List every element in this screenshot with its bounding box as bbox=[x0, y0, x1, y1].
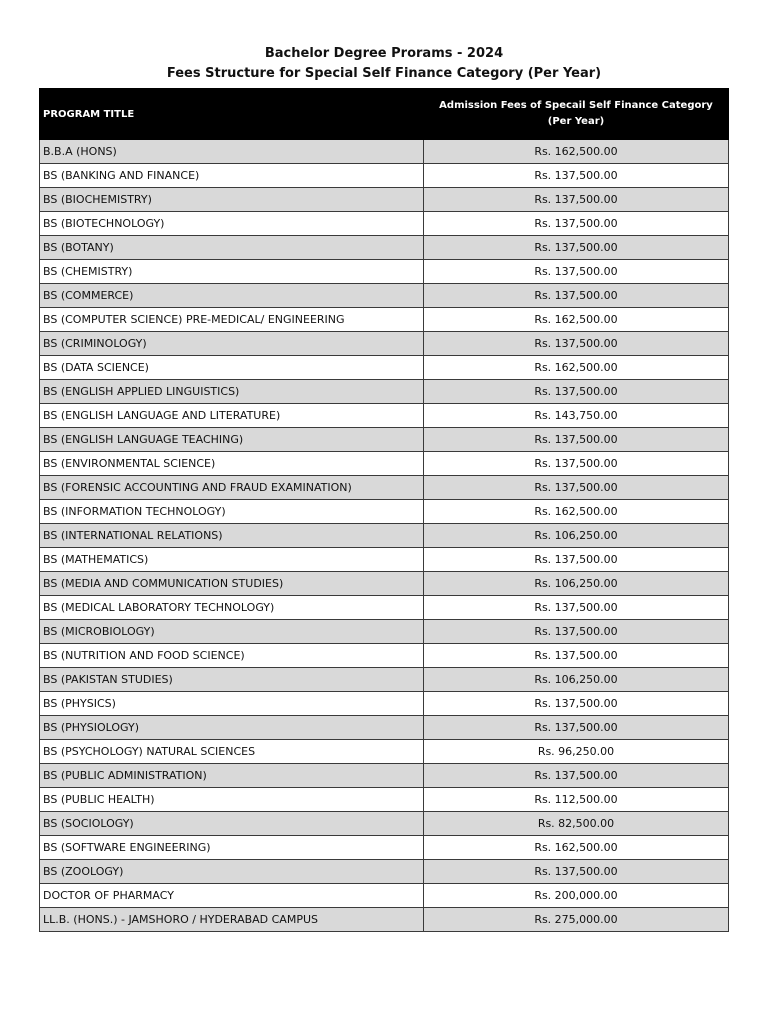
table-row bbox=[40, 260, 729, 284]
table-row bbox=[40, 572, 729, 596]
program-title-cell: BS (ENGLISH APPLIED LINGUISTICS) bbox=[40, 380, 424, 404]
program-title-cell: BS (PSYCHOLOGY) NATURAL SCIENCES bbox=[40, 740, 424, 764]
program-title-cell: BS (ENVIRONMENTAL SCIENCE) bbox=[40, 452, 424, 476]
document-title-block bbox=[0, 44, 768, 84]
admission-fee-cell: Rs. 137,500.00 bbox=[424, 260, 729, 284]
document-title: Bachelor Degree Prorams - 2024 bbox=[264, 46, 504, 61]
program-title-cell: BS (CHEMISTRY) bbox=[40, 260, 424, 284]
table-row bbox=[40, 908, 729, 932]
table-row bbox=[40, 476, 729, 500]
table-header bbox=[40, 89, 729, 140]
table-row bbox=[40, 836, 729, 860]
admission-fee-cell: Rs. 112,500.00 bbox=[424, 788, 729, 812]
admission-fee-cell: Rs. 137,500.00 bbox=[424, 452, 729, 476]
table-row bbox=[40, 188, 729, 212]
table-row bbox=[40, 452, 729, 476]
program-title-cell: BS (BOTANY) bbox=[40, 236, 424, 260]
table-row bbox=[40, 884, 729, 908]
program-title-cell: BS (PHYSICS) bbox=[40, 692, 424, 716]
admission-fee-cell: Rs. 162,500.00 bbox=[424, 308, 729, 332]
program-title-cell: BS (NUTRITION AND FOOD SCIENCE) bbox=[40, 644, 424, 668]
admission-fee-cell: Rs. 106,250.00 bbox=[424, 572, 729, 596]
admission-fee-cell: Rs. 106,250.00 bbox=[424, 524, 729, 548]
program-title-cell: BS (ENGLISH LANGUAGE AND LITERATURE) bbox=[40, 404, 424, 428]
table-row bbox=[40, 692, 729, 716]
table-row bbox=[40, 620, 729, 644]
table-header-row bbox=[40, 89, 729, 140]
program-title-cell: BS (SOFTWARE ENGINEERING) bbox=[40, 836, 424, 860]
table-row bbox=[40, 356, 729, 380]
program-title-cell: BS (BIOCHEMISTRY) bbox=[40, 188, 424, 212]
admission-fee-cell: Rs. 82,500.00 bbox=[424, 812, 729, 836]
table-row bbox=[40, 380, 729, 404]
column-header-program-title: PROGRAM TITLE bbox=[40, 89, 424, 140]
table-row bbox=[40, 236, 729, 260]
table-row bbox=[40, 308, 729, 332]
program-title-cell: BS (PUBLIC ADMINISTRATION) bbox=[40, 764, 424, 788]
admission-fee-cell: Rs. 137,500.00 bbox=[424, 692, 729, 716]
program-title-cell: B.B.A (HONS) bbox=[40, 140, 424, 164]
program-title-cell: BS (BIOTECHNOLOGY) bbox=[40, 212, 424, 236]
admission-fee-cell: Rs. 137,500.00 bbox=[424, 428, 729, 452]
admission-fee-cell: Rs. 137,500.00 bbox=[424, 284, 729, 308]
program-title-cell: BS (MATHEMATICS) bbox=[40, 548, 424, 572]
table-row bbox=[40, 524, 729, 548]
program-title-cell: BS (INTERNATIONAL RELATIONS) bbox=[40, 524, 424, 548]
program-title-cell: BS (DATA SCIENCE) bbox=[40, 356, 424, 380]
table-row bbox=[40, 500, 729, 524]
admission-fee-cell: Rs. 137,500.00 bbox=[424, 380, 729, 404]
program-title-cell: BS (INFORMATION TECHNOLOGY) bbox=[40, 500, 424, 524]
program-title-cell: BS (ZOOLOGY) bbox=[40, 860, 424, 884]
document-subtitle: Fees Structure for Special Self Finance Category (Per Year) bbox=[166, 66, 602, 81]
admission-fee-cell: Rs. 137,500.00 bbox=[424, 716, 729, 740]
table-row bbox=[40, 596, 729, 620]
table-row bbox=[40, 428, 729, 452]
table-row bbox=[40, 716, 729, 740]
admission-fee-cell: Rs. 137,500.00 bbox=[424, 548, 729, 572]
admission-fee-cell: Rs. 137,500.00 bbox=[424, 860, 729, 884]
admission-fee-cell: Rs. 137,500.00 bbox=[424, 596, 729, 620]
table-row bbox=[40, 788, 729, 812]
admission-fee-cell: Rs. 162,500.00 bbox=[424, 500, 729, 524]
admission-fee-cell: Rs. 162,500.00 bbox=[424, 836, 729, 860]
program-title-cell: BS (MEDICAL LABORATORY TECHNOLOGY) bbox=[40, 596, 424, 620]
table-row bbox=[40, 548, 729, 572]
program-title-cell: BS (PUBLIC HEALTH) bbox=[40, 788, 424, 812]
admission-fee-cell: Rs. 137,500.00 bbox=[424, 188, 729, 212]
program-title-cell: BS (CRIMINOLOGY) bbox=[40, 332, 424, 356]
table-row bbox=[40, 860, 729, 884]
admission-fee-cell: Rs. 162,500.00 bbox=[424, 140, 729, 164]
fee-structure-table bbox=[39, 88, 729, 932]
program-title-cell: BS (COMPUTER SCIENCE) PRE-MEDICAL/ ENGINEERING bbox=[40, 308, 424, 332]
program-title-cell: BS (MEDIA AND COMMUNICATION STUDIES) bbox=[40, 572, 424, 596]
program-title-cell: BS (PAKISTAN STUDIES) bbox=[40, 668, 424, 692]
admission-fee-cell: Rs. 137,500.00 bbox=[424, 236, 729, 260]
table-row bbox=[40, 332, 729, 356]
table-row bbox=[40, 164, 729, 188]
admission-fee-cell: Rs. 275,000.00 bbox=[424, 908, 729, 932]
program-title-cell: BS (SOCIOLOGY) bbox=[40, 812, 424, 836]
program-title-cell: BS (BANKING AND FINANCE) bbox=[40, 164, 424, 188]
table-row bbox=[40, 140, 729, 164]
table-row bbox=[40, 668, 729, 692]
program-title-cell: BS (ENGLISH LANGUAGE TEACHING) bbox=[40, 428, 424, 452]
admission-fee-cell: Rs. 137,500.00 bbox=[424, 764, 729, 788]
table-body bbox=[40, 140, 729, 932]
table-row bbox=[40, 740, 729, 764]
admission-fee-cell: Rs. 137,500.00 bbox=[424, 212, 729, 236]
column-header-admission-fee: Admission Fees of Specail Self Finance Category (Per Year) bbox=[424, 89, 729, 140]
admission-fee-cell: Rs. 137,500.00 bbox=[424, 620, 729, 644]
admission-fee-cell: Rs. 137,500.00 bbox=[424, 644, 729, 668]
table-row bbox=[40, 812, 729, 836]
table-row bbox=[40, 404, 729, 428]
admission-fee-cell: Rs. 143,750.00 bbox=[424, 404, 729, 428]
program-title-cell: BS (FORENSIC ACCOUNTING AND FRAUD EXAMINATION) bbox=[40, 476, 424, 500]
program-title-cell: BS (COMMERCE) bbox=[40, 284, 424, 308]
admission-fee-cell: Rs. 96,250.00 bbox=[424, 740, 729, 764]
table-row bbox=[40, 284, 729, 308]
program-title-cell: BS (PHYSIOLOGY) bbox=[40, 716, 424, 740]
admission-fee-cell: Rs. 162,500.00 bbox=[424, 356, 729, 380]
admission-fee-cell: Rs. 137,500.00 bbox=[424, 476, 729, 500]
admission-fee-cell: Rs. 137,500.00 bbox=[424, 164, 729, 188]
admission-fee-cell: Rs. 137,500.00 bbox=[424, 332, 729, 356]
admission-fee-cell: Rs. 106,250.00 bbox=[424, 668, 729, 692]
program-title-cell: DOCTOR OF PHARMACY bbox=[40, 884, 424, 908]
table-row bbox=[40, 644, 729, 668]
admission-fee-cell: Rs. 200,000.00 bbox=[424, 884, 729, 908]
table-row bbox=[40, 212, 729, 236]
program-title-cell: BS (MICROBIOLOGY) bbox=[40, 620, 424, 644]
table-row bbox=[40, 764, 729, 788]
program-title-cell: LL.B. (HONS.) - JAMSHORO / HYDERABAD CAMPUS bbox=[40, 908, 424, 932]
